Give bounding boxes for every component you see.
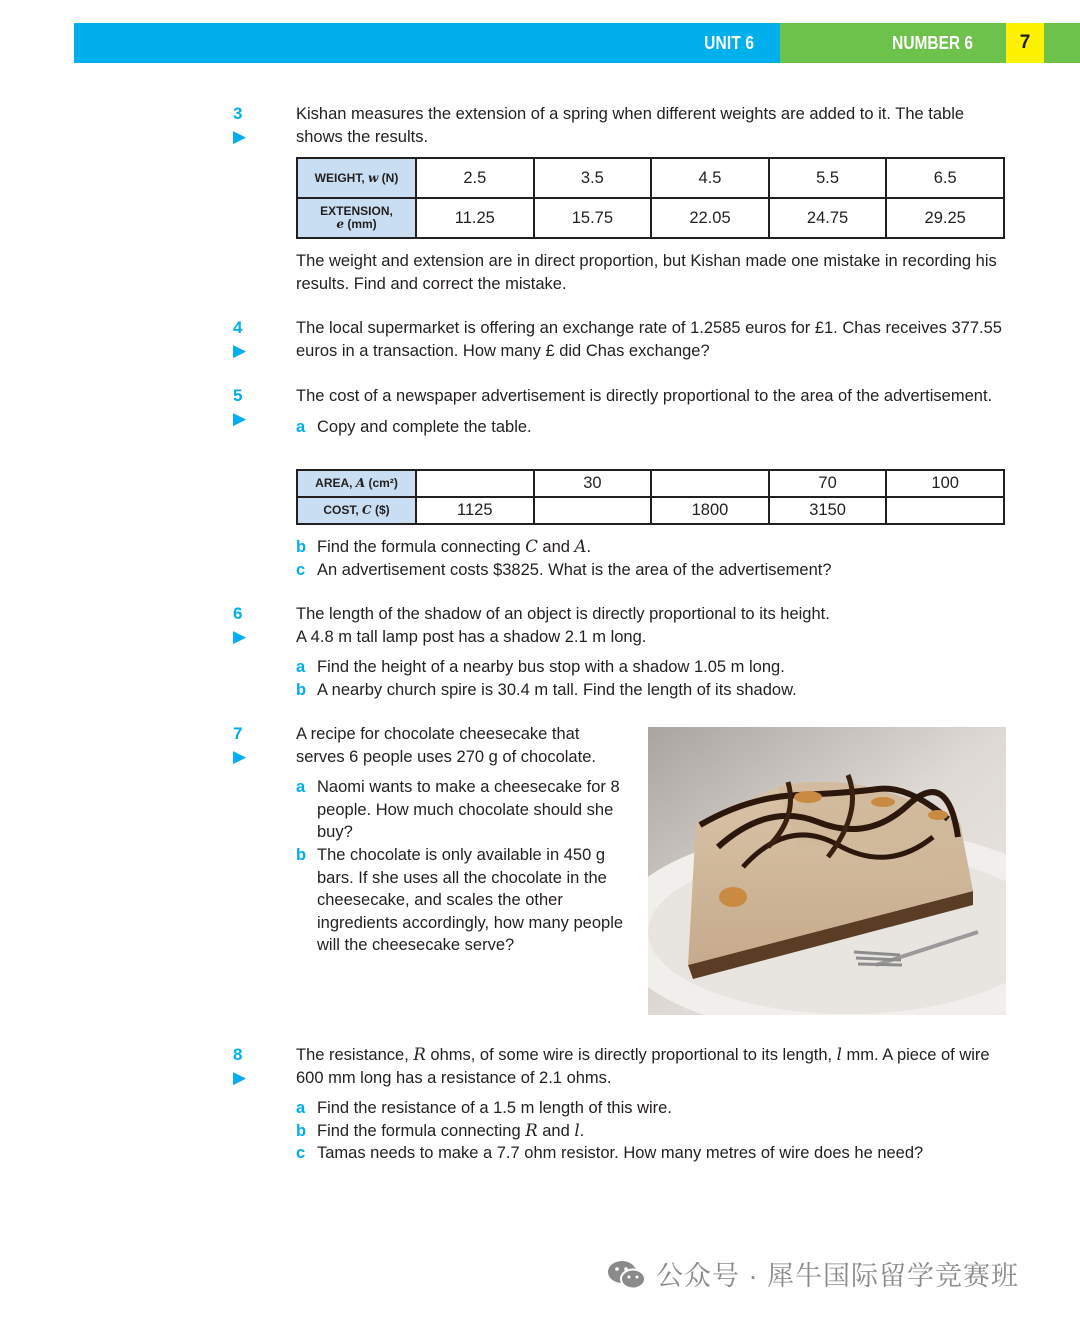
question-text bbox=[296, 603, 1011, 701]
cost-cell: 1800 bbox=[651, 497, 769, 524]
part-a bbox=[296, 416, 1011, 439]
question-stem: A 4.8 m tall lamp post has a shadow 2.1 m long. bbox=[296, 627, 647, 646]
cost-cell: 3150 bbox=[769, 497, 887, 524]
question-text bbox=[296, 385, 1011, 438]
part-a bbox=[296, 776, 628, 844]
question-number: 8 ▶ bbox=[233, 1045, 247, 1087]
question-stem: The cost of a newspaper advertisement is directly proportional to the area of the advertisement. bbox=[296, 387, 993, 405]
part-b: b Find the formula connecting R and l. bbox=[296, 1120, 1011, 1143]
part-text: Find the height of a nearby bus stop with a shadow 1.05 m long. bbox=[317, 658, 785, 677]
extension-row bbox=[297, 198, 1004, 238]
part-letter: c bbox=[296, 1144, 306, 1163]
section-label: NUMBER 6 bbox=[892, 33, 973, 53]
spring-table bbox=[296, 157, 1005, 239]
part-letter: c bbox=[296, 560, 306, 579]
cost-header: COST, C ($) bbox=[297, 497, 416, 524]
question-number: 7 ▶ bbox=[233, 724, 247, 766]
part-letter: b bbox=[296, 845, 307, 864]
part-a bbox=[296, 1097, 1011, 1120]
area-cell bbox=[416, 470, 534, 497]
question-text bbox=[296, 723, 628, 957]
area-cell bbox=[651, 470, 769, 497]
question-number: 6 ▶ bbox=[233, 604, 247, 646]
header-bar bbox=[74, 23, 1080, 63]
part-letter: a bbox=[296, 778, 306, 797]
part-c bbox=[296, 1142, 1011, 1165]
question-text bbox=[296, 317, 1011, 362]
cost-cell bbox=[886, 497, 1004, 524]
watermark-text: 公众号 · 犀牛国际留学竞赛班 bbox=[656, 1261, 1019, 1291]
extension-cell: 24.75 bbox=[769, 198, 887, 238]
part-b: b Find the formula connecting C and A. bbox=[296, 536, 1011, 559]
part-text: An advertisement costs $3825. What is the area of the advertisement? bbox=[317, 560, 832, 579]
page-number: 7 bbox=[1019, 32, 1031, 53]
part-text: Tamas needs to make a 7.7 ohm resistor. How many metres of wire does he need? bbox=[317, 1144, 924, 1163]
area-row bbox=[297, 470, 1004, 497]
area-cell: 100 bbox=[886, 470, 1004, 497]
page-number-box bbox=[1006, 23, 1044, 63]
extension-cell: 22.05 bbox=[651, 198, 769, 238]
cost-row bbox=[297, 497, 1004, 524]
weight-cell: 5.5 bbox=[769, 158, 887, 198]
question-parts bbox=[296, 536, 1011, 581]
part-text: A nearby church spire is 30.4 m tall. Find the length of its shadow. bbox=[317, 680, 797, 699]
area-cell: 70 bbox=[769, 470, 887, 497]
cost-cell bbox=[534, 497, 652, 524]
followup-text: The weight and extension are in direct proportion, but Kishan made one mistake in recording his results. Find and correct the mistake. bbox=[296, 252, 997, 293]
part-letter: b bbox=[296, 538, 307, 556]
extension-cell: 29.25 bbox=[886, 198, 1004, 238]
part-a bbox=[296, 656, 1011, 679]
part-letter: a bbox=[296, 1099, 306, 1118]
question-text bbox=[296, 1044, 1011, 1165]
wechat-icon bbox=[606, 1258, 648, 1292]
question-number: 3 ▶ bbox=[233, 104, 247, 146]
weight-cell: 2.5 bbox=[416, 158, 534, 198]
weight-header: WEIGHT, w (N) bbox=[297, 158, 416, 198]
question-stem: A recipe for chocolate cheesecake that serves 6 people uses 270 g of chocolate. bbox=[296, 725, 596, 766]
question-number: 4 ▶ bbox=[233, 318, 247, 360]
extension-cell: 15.75 bbox=[534, 198, 652, 238]
header-unit-band bbox=[74, 23, 780, 63]
header-end-band bbox=[1044, 23, 1080, 63]
area-header: AREA, A (cm²) bbox=[297, 470, 416, 497]
question-stem: The resistance, R ohms, of some wire is directly proportional to its length, l mm. A piece of wire 600 mm long has a resistance of 2.1 ohms. bbox=[296, 1045, 990, 1087]
question-text bbox=[296, 103, 1011, 148]
part-text: The chocolate is only available in 450 g bars. If she uses all the chocolate in the cheesecake, and scales the other ingredients accordingly, how many people will the cheesecake serve? bbox=[317, 845, 624, 955]
part-letter: b bbox=[296, 1121, 307, 1140]
part-text: Find the resistance of a 1.5 m length of this wire. bbox=[317, 1099, 672, 1118]
part-b bbox=[296, 844, 628, 957]
weight-cell: 6.5 bbox=[886, 158, 1004, 198]
weight-cell: 4.5 bbox=[651, 158, 769, 198]
question-stem: The length of the shadow of an object is directly proportional to its height. bbox=[296, 605, 830, 623]
part-text: Naomi wants to make a cheesecake for 8 people. How much chocolate should she buy? bbox=[317, 778, 620, 842]
question-followup bbox=[296, 250, 1011, 295]
part-letter: b bbox=[296, 680, 307, 699]
weight-row bbox=[297, 158, 1004, 198]
extension-cell: 11.25 bbox=[416, 198, 534, 238]
header-section-band bbox=[780, 23, 1006, 63]
cost-cell: 1125 bbox=[416, 497, 534, 524]
part-letter: a bbox=[296, 417, 306, 436]
watermark bbox=[606, 1258, 1056, 1294]
question-stem: The local supermarket is offering an exchange rate of 1.2585 euros for £1. Chas receives 377.55 euros in a transaction. How many £ did Chas exchange? bbox=[296, 319, 1002, 360]
question-stem: Kishan measures the extension of a spring when different weights are added to it. The table shows the results. bbox=[296, 105, 965, 146]
advertisement-table bbox=[296, 469, 1005, 525]
part-text: Copy and complete the table. bbox=[317, 417, 532, 436]
unit-label: UNIT 6 bbox=[703, 33, 754, 53]
weight-cell: 3.5 bbox=[534, 158, 652, 198]
extension-header: EXTENSION, e (mm) bbox=[297, 198, 416, 238]
part-b bbox=[296, 679, 1011, 702]
part-letter: a bbox=[296, 658, 306, 677]
question-number: 5 ▶ bbox=[233, 386, 247, 428]
part-c bbox=[296, 559, 1011, 582]
area-cell: 30 bbox=[534, 470, 652, 497]
cheesecake-photo bbox=[648, 727, 1006, 1015]
